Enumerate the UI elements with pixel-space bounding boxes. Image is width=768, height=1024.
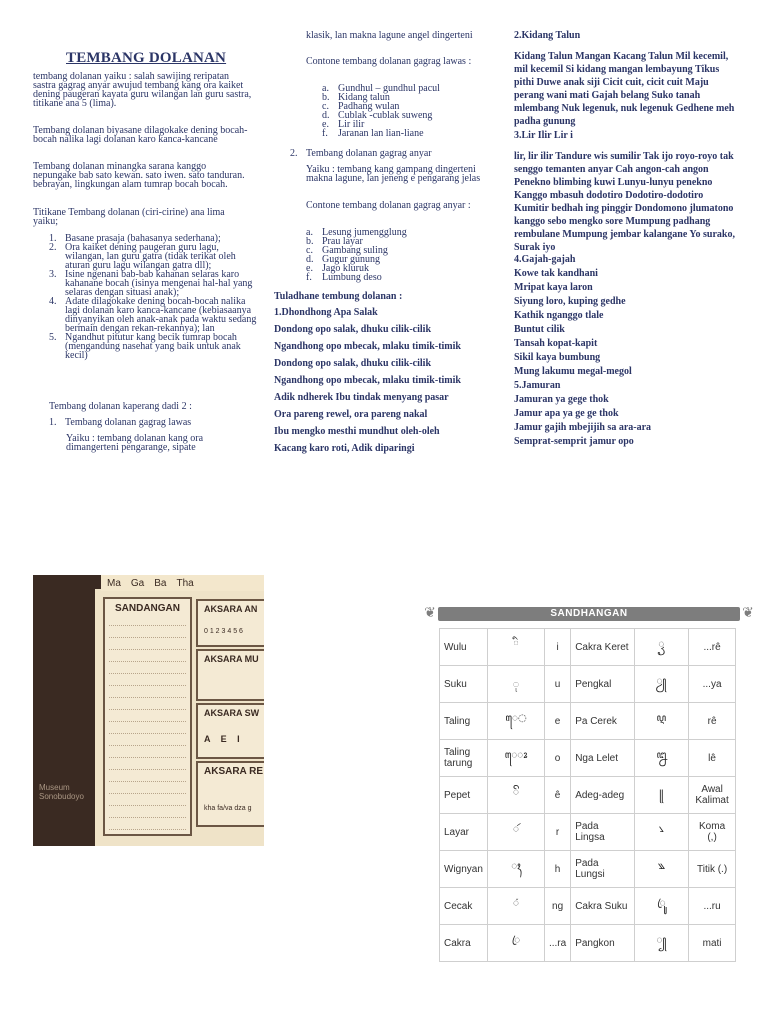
list-item: d. Cublak -cublak suweng xyxy=(322,110,433,121)
sandhangan-glyph: ◌ꦼ xyxy=(487,777,544,814)
table-row xyxy=(440,814,736,851)
sandhangan-glyph: ꧈ xyxy=(634,814,689,851)
lawas-contoh: Contone tembang dolanan gagrag lawas : xyxy=(306,56,472,67)
paragraph-4: Titikane Tembang dolanan (ciri-cirine) ana lima yaiku; xyxy=(33,207,225,227)
sandhangan-name: Pa Cerek xyxy=(571,703,634,740)
sandhangan-chart xyxy=(422,604,756,1009)
song-line: Sikil kaya bumbung xyxy=(514,352,601,363)
list-item: f. Lumbung deso xyxy=(306,272,382,283)
song-line: 4.Gajah-gajah xyxy=(514,254,576,265)
sandhangan-name: Pada Lungsi xyxy=(571,851,634,888)
sandhangan-latin: o xyxy=(544,740,570,777)
sandhangan-name: Pada Lingsa xyxy=(571,814,634,851)
sandhangan-latin: rê xyxy=(689,703,736,740)
lawas-heading: 1. Tembang dolanan gagrag lawas xyxy=(49,417,192,428)
song-line: Ibu mengko mesthi mundhut oleh-oleh xyxy=(274,426,440,437)
table-row xyxy=(440,888,736,925)
song-line: 5.Jamuran xyxy=(514,380,561,391)
sandhangan-latin: ê xyxy=(544,777,570,814)
song-line: Adik ndherek Ibu tindak menyang pasar xyxy=(274,392,449,403)
sandhangan-glyph: ◌ི xyxy=(487,629,544,666)
list-item: 4. Adate dilagokake dening bocah-bocah nalika lagi dolanan karo kanca-kancane (kebiasaanya dinyanyikan oleh anak-anak pada waktu sedang bermain dengan rekan-rekannya); lan xyxy=(49,296,257,334)
board-top-row xyxy=(101,575,264,591)
watermark: Museum Sonobudoyo xyxy=(39,783,84,801)
anyar-heading: 2. Tembang dolanan gagrag anyar xyxy=(290,148,432,159)
sandhangan-latin: ...ya xyxy=(689,666,736,703)
list-item: 3. Isine ngenani bab-bab kahanan selaras karo kahanane bocah (isinya mengenai hal-hal yang selaras dengan situasi anak); xyxy=(49,269,253,298)
list-item: 2. Ora kaiket dening paugeran guru lagu, wilangan, lan guru gatra (tidak terikat oleh aturan guru lagu wilangan gatra dll); xyxy=(49,242,236,271)
board-label: Ga xyxy=(130,577,145,589)
aksara-rekan-panel: AKSARA RE kha fa/va dza g xyxy=(196,761,264,827)
song-line: Buntut cilik xyxy=(514,324,565,335)
song-line: Kathik nganggo tlale xyxy=(514,310,604,321)
sandhangan-name: Adeg-adeg xyxy=(571,777,634,814)
sandhangan-name: Cakra Keret xyxy=(571,629,634,666)
sandhangan-glyph: ◌ꦿ xyxy=(487,925,544,962)
sandhangan-name: Layar xyxy=(440,814,488,851)
sandhangan-name: Taling xyxy=(440,703,488,740)
list-item: 1. Basane prasaja (bahasanya sederhana); xyxy=(49,233,221,244)
ornament-right-icon: ❦ xyxy=(742,606,754,621)
paragraph-3: Tembang dolanan minangka sarana kanggo nepungake bab sato kewan. sato iwen. sato tanduran. bebrayan, lingkungan alam tumrap bocah bocah. xyxy=(33,161,245,190)
anyar-def: Yaiku : tembang kang gampang dingerteni makna lagune, lan jeneng e pengarang jelas xyxy=(306,164,481,184)
aksara-swara-panel: AKSARA SW A E I xyxy=(196,703,264,759)
ciri-list xyxy=(49,234,257,360)
sandhangan-latin: h xyxy=(544,851,570,888)
song-line: Kowe tak kandhani xyxy=(514,268,598,279)
anyar-list xyxy=(306,228,496,282)
list-item: d. Gugur gunung xyxy=(306,254,381,265)
song-line: Jamur apa ya ge ge thok xyxy=(514,408,619,419)
list-item: c. Padhang wulan xyxy=(322,101,400,112)
sandhangan-latin: r xyxy=(544,814,570,851)
list-item: b. Prau layar xyxy=(306,236,363,247)
song3-text: lir, lir ilir Tandure wis sumilir Tak ijo royo-royo tak senggo temanten anyar Cah angon-cah angon Penekno blimbing kuwi Lunyu-lunyu penekno Kanggo mbasuh dodotiro Dodotiro-dodotiro Kumitir bedhah ing pinggir Dondomono jlumatono kanggo sebo mengko sore Mumpung padhang rembulane Mumpung jembar kalangane Yo surako, Surak iyo xyxy=(514,151,735,253)
song-line: Semprat-semprit jamur opo xyxy=(514,436,634,447)
sandhangan-latin: ng xyxy=(544,888,570,925)
song2-text: Kidang Talun Mangan Kacang Talun Mil kecemil, mil kecemil Si kidang mangan lembayung Tikus pithi Duwe anak siji Cicit cuit, cicit cuit Maju perang wani mati Gajah belang Suko tanah mlembang Nuk legenuk, nuk legenuk Gedhene meh padha gunung xyxy=(514,51,735,127)
song-line: Ngandhong opo mbecak, mlaku timik-timik xyxy=(274,375,461,386)
sandhangan-glyph: ◌꧀ xyxy=(634,925,689,962)
list-item: 5. Ngandhut pitutur kang becik tumrap bocah (mengandung nasehat yang baik untuk anak kecil) xyxy=(49,332,241,361)
lawas-list xyxy=(322,84,502,138)
list-item: c. Gambang suling xyxy=(306,245,388,256)
lawas-def-end: klasik, lan makna lagune angel dingerteni xyxy=(306,30,473,41)
song-line: Siyung loro, kuping gedhe xyxy=(514,296,626,307)
sandhangan-name: Cecak xyxy=(440,888,488,925)
sandhangan-latin: u xyxy=(544,666,570,703)
table-row xyxy=(440,925,736,962)
sandhangan-glyph: ◌ꦾ xyxy=(634,666,689,703)
sandhangan-name: Wulu xyxy=(440,629,488,666)
sandhangan-latin: mati xyxy=(689,925,736,962)
song-line: Mung lakumu megal-megol xyxy=(514,366,632,377)
song-line: Kacang karo roti, Adik diparingi xyxy=(274,443,415,454)
sandhangan-glyph: ◌ု xyxy=(487,666,544,703)
sandangan-heading: SANDANGAN xyxy=(115,603,180,614)
sandhangan-latin: e xyxy=(544,703,570,740)
sandangan-rows xyxy=(105,616,190,830)
sandhangan-name: Pangkon xyxy=(571,925,634,962)
sandhangan-title: SANDHANGAN xyxy=(550,608,628,619)
sandhangan-name: Nga Lelet xyxy=(571,740,634,777)
ornament-left-icon: ❦ xyxy=(424,606,436,621)
song-line: Dondong opo salak, dhuku cilik-cilik xyxy=(274,358,432,369)
sandhangan-name: Pepet xyxy=(440,777,488,814)
table-row xyxy=(440,666,736,703)
sandhangan-glyph: ꦊ xyxy=(634,740,689,777)
sandhangan-name: Cakra Suku xyxy=(571,888,634,925)
sandhangan-glyph: ꦺ◌ꦴ xyxy=(487,740,544,777)
sandhangan-name: Taling tarung xyxy=(440,740,488,777)
sandhangan-latin: ...ru xyxy=(689,888,736,925)
board-label: Tha xyxy=(176,577,194,589)
sandhangan-latin: ...rê xyxy=(689,629,736,666)
sandhangan-glyph: ◌ꦁ xyxy=(487,888,544,925)
sandhangan-latin: Titik (.) xyxy=(689,851,736,888)
sandhangan-table xyxy=(439,628,736,962)
table-row xyxy=(440,703,736,740)
museum-board-photo xyxy=(33,575,264,846)
board-label: Ma xyxy=(107,577,121,589)
kaperang-text: Tembang dolanan kaperang dadi 2 : xyxy=(49,401,192,412)
song-line: Jamur gajih mbejijih sa ara-ara xyxy=(514,422,652,433)
intro-paragraph: tembang dolanan yaiku : salah sawijing reripatan sastra gagrag anyar awujud tembang kang ora kaiket dening paugeran kayata guru wilangan lan guru sastra, titikane ana 5 (lima). xyxy=(33,71,252,109)
sandhangan-name: Cakra xyxy=(440,925,488,962)
song3-title: 3.Lir Ilir Lir i xyxy=(514,130,573,141)
page-title: TEMBANG DOLANAN xyxy=(66,50,227,66)
list-item: a. Gundhul – gundhul pacul xyxy=(322,83,440,94)
anyar-contoh: Contone tembang dolanan gagrag anyar : xyxy=(306,200,471,211)
sandhangan-latin: lê xyxy=(689,740,736,777)
table-row xyxy=(440,777,736,814)
sandhangan-banner xyxy=(422,604,756,626)
list-item: b. Kidang talun xyxy=(322,92,390,103)
sandhangan-glyph: ◌ꦃ xyxy=(487,851,544,888)
song-line: Dondong opo salak, dhuku cilik-cilik xyxy=(274,324,432,335)
song-line: Ora pareng rewel, ora pareng nakal xyxy=(274,409,428,420)
list-item: e. Jago kluruk xyxy=(306,263,369,274)
song-line: Tansah kopat-kapit xyxy=(514,338,598,349)
sandhangan-glyph: ꦺ◌ xyxy=(487,703,544,740)
aksara-murda-panel: AKSARA MU xyxy=(196,649,264,701)
sandhangan-name: Suku xyxy=(440,666,488,703)
paragraph-2: Tembang dolanan biyasane dilagokake dening bocah-bocah nalika lagi dolanan karo kanca-kancane xyxy=(33,125,248,145)
sandhangan-name: Wignyan xyxy=(440,851,488,888)
song-line: Ngandhong opo mbecak, mlaku timik-timik xyxy=(274,341,461,352)
sandhangan-latin: Awal Kalimat xyxy=(689,777,736,814)
aksara-angka-panel: AKSARA AN 0 1 2 3 4 5 6 xyxy=(196,599,264,647)
lawas-def-start: Yaiku : tembang dolanan kang ora dimangerteni pengarange, sipate xyxy=(66,433,204,453)
song-line: 1.Dhondhong Apa Salak xyxy=(274,307,378,318)
list-item: e. Lir ilir xyxy=(322,119,365,130)
list-item: f. Jaranan lan lian-liane xyxy=(322,128,424,139)
board-label: Ba xyxy=(154,577,167,589)
song-line: Jamuran ya gege thok xyxy=(514,394,609,405)
sandhangan-name: Pengkal xyxy=(571,666,634,703)
sandhangan-glyph: ꧋ xyxy=(634,777,689,814)
table-row xyxy=(440,740,736,777)
sandhangan-glyph: ◌ꦂ xyxy=(487,814,544,851)
sandhangan-latin: i xyxy=(544,629,570,666)
sandhangan-latin: ...ra xyxy=(544,925,570,962)
sandhangan-glyph: ꦉ xyxy=(634,703,689,740)
tuladha-heading: Tuladhane tembung dolanan : xyxy=(274,291,403,302)
sandhangan-glyph: ◌ꦿꦸ xyxy=(634,888,689,925)
table-row xyxy=(440,629,736,666)
table-row xyxy=(440,851,736,888)
sandhangan-glyph: ◌ꦽ xyxy=(634,629,689,666)
song-line: Mripat kaya laron xyxy=(514,282,593,293)
song2-title: 2.Kidang Talun xyxy=(514,30,581,41)
list-item: a. Lesung jumengglung xyxy=(306,227,407,238)
sandhangan-glyph: ꧉ xyxy=(634,851,689,888)
sandangan-panel xyxy=(103,597,192,836)
sandhangan-latin: Koma (,) xyxy=(689,814,736,851)
